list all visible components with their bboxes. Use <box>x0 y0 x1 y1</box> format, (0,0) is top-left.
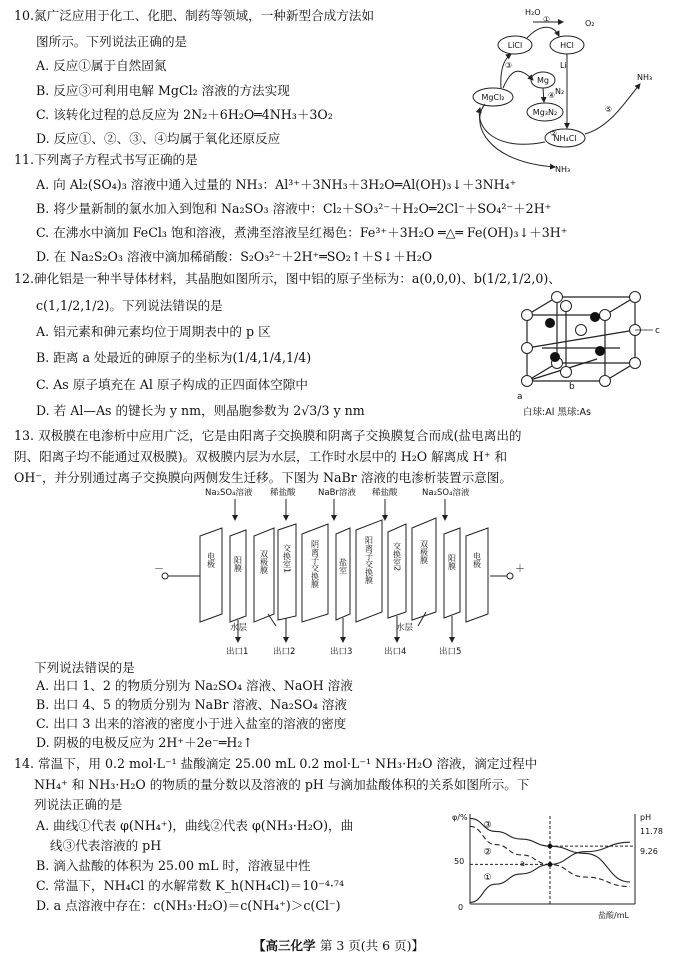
q10-option-c[interactable]: C. 该转化过程的总反应为 2N₂＋6H₂O═4NH₃＋3O₂ <box>36 107 333 122</box>
y-right-tick-926: 9.26 <box>640 847 658 856</box>
x-axis-label: 盐酸/mL <box>598 911 629 920</box>
q12-option-d[interactable]: D. 若 Al—As 的键长为 y nm，则晶胞参数为 2√3/3 y nm <box>36 403 365 418</box>
water-layer-label-left: 水层 <box>230 623 248 633</box>
y-left-tick-0: 0 <box>458 903 464 912</box>
nh3-bottom-label: NH₃ <box>555 165 571 174</box>
q13-electrodialysis-diagram <box>154 484 530 657</box>
q14-option-b[interactable]: B. 滴入盐酸的体积为 25.00 mL 时，溶液显中性 <box>36 858 311 873</box>
nh3-right-label: NH₃ <box>637 73 653 82</box>
membrane-label-7: 阳离子交换膜 <box>364 536 374 584</box>
q12-option-c[interactable]: C. As 原子填充在 Al 原子构成的正四面体空隙中 <box>36 377 308 392</box>
reaction-3-label: ③ <box>505 61 513 70</box>
reaction-2-label: ② <box>550 129 558 138</box>
outlet-3-label: 出口3 <box>330 647 353 657</box>
q14-line3: 列说法正确的是 <box>34 797 123 812</box>
crystal-legend: 白球:Al 黑球:As <box>523 407 592 418</box>
footer-page: 第 3 页(共 6 页)】 <box>319 938 424 953</box>
q14-option-a[interactable]: A. 曲线①代表 φ(NH₄⁺)，曲线②代表 φ(NH₃·H₂O)，曲 <box>36 818 354 833</box>
n2-label: N₂ <box>555 87 565 96</box>
mg3n2-label: Mg₃N₂ <box>532 108 558 117</box>
q14-option-d[interactable]: D. a 点溶液中存在：c(NH₃·H₂O)＝c(NH₄⁺)＞c(Cl⁻) <box>36 898 341 913</box>
membrane-label-1: 电极 <box>206 552 216 568</box>
membrane-label-5: 阴离子交换膜 <box>310 540 320 588</box>
inlet-5-label: Na₂SO₄溶液 <box>422 488 470 498</box>
q11-option-d[interactable]: D. 在 Na₂S₂O₃ 溶液中滴加稀硝酸：S₂O₃²⁻＋2H⁺═SO₂↑＋S↓＋H₂O <box>36 249 433 264</box>
outlet-2-label: 出口2 <box>273 647 296 657</box>
q14-option-c[interactable]: C. 常温下，NH₄Cl 的水解常数 K_h(NH₄Cl)＝10⁻⁴·⁷⁴ <box>36 878 345 893</box>
y-right-axis-label: pH <box>640 813 652 822</box>
q12-stem-cont: c(1,1/2,1/2)。下列说法错误的是 <box>36 298 223 313</box>
outlet-1-label: 出口1 <box>226 647 249 657</box>
q14-line2: NH₄⁺ 和 NH₃·H₂O 的物质的量分数以及溶液的 pH 与滴加盐酸体积的关系如图所示。下 <box>34 777 530 792</box>
q14-option-a-cont: 线③代表溶液的 pH <box>50 838 162 853</box>
reaction-4-label: ④ <box>548 91 556 100</box>
membrane-label-11: 电极 <box>472 552 482 568</box>
q13-option-c[interactable]: C. 出口 3 出来的溶液的密度小于进入盐室的溶液的密度 <box>36 716 347 731</box>
q13-line3: OH⁻，并分别通过离子交换膜向两侧发生迁移。下图为 NaBr 溶液的电渗析装置示意图。 <box>14 470 512 485</box>
q10-cycle-diagram <box>455 2 670 174</box>
membrane-label-9: 双极膜 <box>419 540 429 564</box>
q13-line2: 阴、阳离子均不能通过双极膜)。双极膜内层为水层，工作时水层中的 H₂O 解离成 H⁺ 和 <box>14 449 508 464</box>
q10-stem: 10.氮广泛应用于化工、化肥、制药等领域，一种新型合成方法如 <box>14 8 375 23</box>
q13-option-b[interactable]: B. 出口 4、5 的物质分别为 NaBr 溶液、Na₂SO₄ 溶液 <box>36 697 347 712</box>
hcl-label: HCl <box>560 41 574 50</box>
q10-option-a[interactable]: A. 反应①属于自然固氮 <box>36 58 167 73</box>
h2o-label: H₂O <box>525 8 541 17</box>
series-label-2: ② <box>483 847 492 858</box>
q14-titration-chart <box>440 810 672 922</box>
y-left-tick-50: 50 <box>454 857 465 866</box>
point-a-label: a <box>517 392 523 402</box>
series-label-3: ③ <box>483 820 492 831</box>
membrane-label-6: 盐室 <box>338 558 348 574</box>
membrane-label-8: 交换室2 <box>392 542 402 572</box>
q10-option-b[interactable]: B. 反应③可利用电解 MgCl₂ 溶液的方法实现 <box>36 83 290 98</box>
q12-stem: 12.砷化铝是一种半导体材料，其晶胞如图所示，图中铝的原子坐标为：a(0,0,0)、b(1/2,1/2,0)、 <box>14 271 561 286</box>
point-b-label: b <box>569 382 575 392</box>
q12-option-b[interactable]: B. 距离 a 处最近的砷原子的坐标为(1/4,1/4,1/4) <box>36 350 312 365</box>
point-c-label: c <box>655 326 660 336</box>
page-footer <box>0 936 677 954</box>
chart-point-2 <box>548 844 553 849</box>
inlet-4-label: 稀盐酸 <box>372 488 398 498</box>
water-layer-label-right: 水层 <box>396 623 414 633</box>
inlet-1-label: Na₂SO₄溶液 <box>205 488 253 498</box>
membrane-label-3: 双极膜 <box>259 550 269 574</box>
inlet-2-label: 稀盐酸 <box>270 488 296 498</box>
point-a-label: a <box>520 859 525 868</box>
footer-subject: 【高三化学 <box>253 938 316 953</box>
outlet-5-label: 出口5 <box>439 647 462 657</box>
q13-line1: 13. 双极膜在电渗析中应用广泛，它是由阳离子交换膜和阴离子交换膜复合而成(盐电离出的 <box>14 428 522 443</box>
membrane-label-4: 交换室1 <box>282 544 292 574</box>
q10-stem-cont: 图所示。下列说法正确的是 <box>36 34 188 49</box>
mgcl2-label: MgCl₂ <box>481 93 505 102</box>
reaction-1-label: ① <box>543 15 551 24</box>
membrane-label-2: 阳膜 <box>233 556 243 572</box>
mg-label: Mg <box>537 76 549 85</box>
y-right-tick-1178: 11.78 <box>640 827 663 836</box>
membrane-label-10: 阳膜 <box>447 554 457 570</box>
reaction-5-label: ⑤ <box>605 105 613 114</box>
q14-line1: 14. 常温下，用 0.2 mol·L⁻¹ 盐酸滴定 25.00 mL 0.2 mol·L⁻¹ NH₃·H₂O 溶液，滴定过程中 <box>14 756 538 771</box>
o2-label: O₂ <box>585 19 595 28</box>
q11-option-b[interactable]: B. 将少量新制的氯水加入到饱和 Na₂SO₃ 溶液中：Cl₂＋SO₃²⁻＋H₂O═2Cl⁻＋SO₄²⁻＋2H⁺ <box>36 201 552 216</box>
chart-point-1 <box>548 862 553 867</box>
q12-crystal-cell <box>505 285 670 420</box>
q11-option-a[interactable]: A. 向 Al₂(SO₄)₃ 溶液中通入过量的 NH₃：Al³⁺＋3NH₃＋3H₂O═Al(OH)₃↓＋3NH₄⁺ <box>36 177 517 192</box>
anode-sign: ＋ <box>515 564 525 575</box>
cathode-sign: － <box>154 564 164 575</box>
outlet-4-label: 出口4 <box>384 647 407 657</box>
inlet-3-label: NaBr溶液 <box>318 488 356 498</box>
nh4cl-label: NH₄Cl <box>553 134 577 143</box>
q12-option-a[interactable]: A. 铝元素和砷元素均位于周期表中的 p 区 <box>36 324 271 339</box>
y-left-axis-label: φ/% <box>452 813 468 822</box>
q13-option-a[interactable]: A. 出口 1、2 的物质分别为 Na₂SO₄ 溶液、NaOH 溶液 <box>36 678 353 693</box>
q13-ask: 下列说法错误的是 <box>34 660 135 675</box>
licl-label: LiCl <box>507 41 523 50</box>
q11-stem: 11.下列离子方程式书写正确的是 <box>14 152 198 167</box>
series-label-1: ① <box>483 873 492 884</box>
q13-option-d[interactable]: D. 阴极的电极反应为 2H⁺＋2e⁻═H₂↑ <box>36 735 253 750</box>
q11-option-c[interactable]: C. 在沸水中滴加 FeCl₃ 饱和溶液，煮沸至溶液呈红褐色：Fe³⁺＋3H₂O ═△═ Fe(OH)₃↓＋3H⁺ <box>36 225 568 240</box>
q10-option-d[interactable]: D. 反应①、②、③、④均属于氧化还原反应 <box>36 131 281 146</box>
li-label: Li <box>560 61 567 70</box>
